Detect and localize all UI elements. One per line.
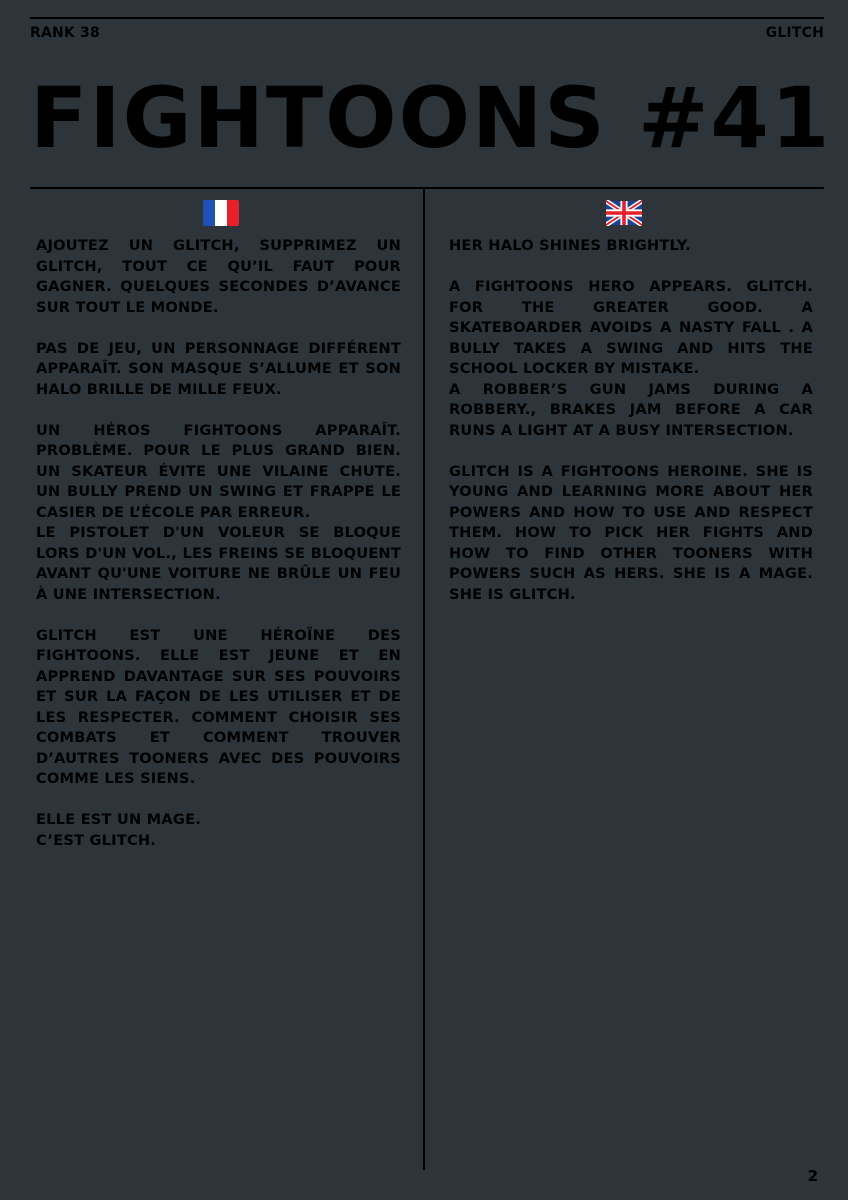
rank-label: RANK 38 bbox=[30, 25, 100, 41]
french-column bbox=[36, 236, 401, 872]
france-flag-icon bbox=[203, 200, 239, 226]
english-column bbox=[449, 236, 813, 626]
french-paragraph: PAS DE JEU, UN PERSONNAGE DIFFÉRENT APPARAÎT. SON MASQUE S’ALLUME ET SON HALO BRILLE DE MILLE FEUX. bbox=[36, 339, 401, 398]
french-paragraph-line: ELLE EST UN MAGE. bbox=[36, 811, 201, 828]
section-rule bbox=[30, 187, 824, 189]
page-number: 2 bbox=[807, 1167, 818, 1185]
french-paragraph-line: LE PISTOLET D'UN VOLEUR SE BLOQUE LORS D'UN VOL., LES FREINS SE BLOQUENT AVANT QU'UNE VOITURE NE BRÛLE UN FEU À UNE INTERSECTION. bbox=[36, 524, 401, 603]
french-paragraph bbox=[36, 421, 401, 606]
character-label: GLITCH bbox=[765, 25, 824, 41]
english-paragraph: HER HALO SHINES BRIGHTLY. bbox=[449, 237, 691, 254]
french-paragraph: GLITCH EST UNE HÉROÏNE DES FIGHTOONS. ELLE EST JEUNE ET EN APPREND DAVANTAGE SUR SES POUVOIRS ET SUR LA FAÇON DE LES UTILISER ET DE LES RESPECTER. COMMENT CHOISIR SES COMBATS ET COMMENT TROUVER D’AUTRES TOONERS AVEC DES POUVOIRS COMME LES SIENS. bbox=[36, 626, 401, 787]
french-paragraph-line: C’EST GLITCH. bbox=[36, 831, 157, 849]
french-paragraph: AJOUTEZ UN GLITCH, SUPPRIMEZ UN GLITCH, TOUT CE QU’IL FAUT POUR GAGNER. QUELQUES SECONDES D’AVANCE SUR TOUT LE MONDE. bbox=[36, 237, 401, 316]
english-paragraph-line: A ROBBER’S GUN JAMS DURING A ROBBERY., BRAKES JAM BEFORE A CAR RUNS A LIGHT AT A BUSY INTERSECTION. bbox=[449, 380, 813, 439]
top-rule bbox=[30, 17, 824, 19]
column-divider bbox=[423, 189, 425, 1170]
english-paragraph-line: A FIGHTOONS HERO APPEARS. GLITCH. FOR THE GREATER GOOD. A SKATEBOARDER AVOIDS A NASTY FALL . A BULLY TAKES A SWING AND HITS THE SCHOOL LOCKER BY MISTAKE. bbox=[449, 278, 813, 377]
french-paragraph bbox=[36, 810, 401, 851]
french-paragraph-line: UN HÉROS FIGHTOONS APPARAÎT. PROBLÈME. POUR LE PLUS GRAND BIEN. UN SKATEUR ÉVITE UNE VILAINE CHUTE. UN BULLY PREND UN SWING ET FRAPPE LE CASIER DE L’ÉCOLE PAR ERREUR. bbox=[36, 421, 401, 521]
english-paragraph: GLITCH IS A FIGHTOONS HEROINE. SHE IS YOUNG AND LEARNING MORE ABOUT HER POWERS AND HOW TO USE AND RESPECT THEM. HOW TO PICK HER FIGHTS AND HOW TO FIND OTHER TOONERS WITH POWERS SUCH AS HERS. SHE IS A MAGE. SHE IS GLITCH. bbox=[449, 462, 813, 603]
uk-flag-icon bbox=[606, 200, 642, 226]
page-title: FIGHTOONS #41 bbox=[30, 69, 832, 167]
english-paragraph bbox=[449, 277, 813, 441]
